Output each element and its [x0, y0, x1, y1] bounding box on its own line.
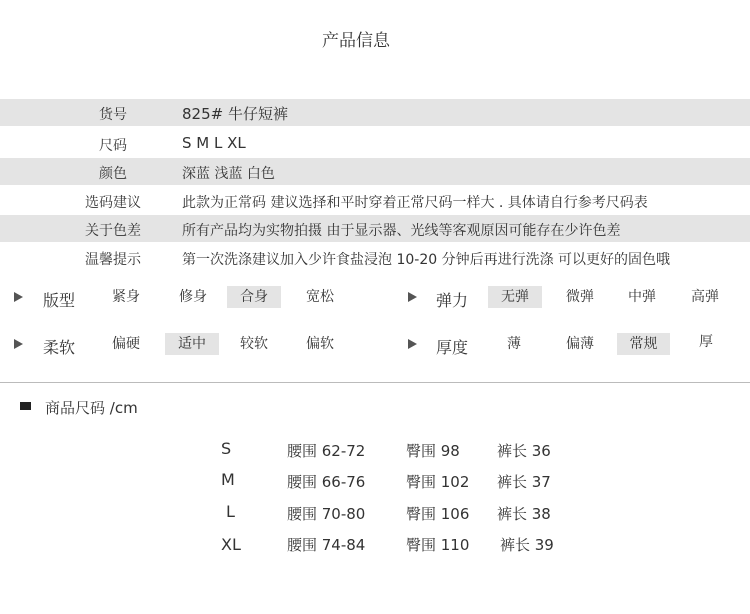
size-label: L [226, 502, 235, 521]
elasticity-option: 高弹 [691, 289, 719, 305]
elasticity-option-selected: 无弹 [488, 286, 542, 308]
triangle-bullet-icon [408, 292, 417, 302]
fit-option: 紧身 [112, 289, 140, 305]
thickness-option: 厚 [699, 334, 713, 350]
info-value: 所有产品均为实物拍摄 由于显示器、光线等客观原因可能存在少许色差 [182, 223, 621, 239]
info-label: 尺码 [99, 138, 127, 154]
hip-value: 臀围 110 [406, 536, 470, 554]
softness-option: 偏硬 [112, 336, 140, 352]
info-label: 颜色 [99, 166, 127, 182]
info-value: 此款为正常码 建议选择和平时穿着正常尺码一样大 . 具体请自行参考尺码表 [182, 195, 648, 211]
thickness-option-selected: 常规 [617, 333, 670, 355]
hip-value: 臀围 98 [406, 442, 460, 460]
hip-value: 臀围 106 [406, 505, 470, 523]
info-label: 关于色差 [85, 223, 141, 239]
fit-option-selected: 合身 [227, 286, 281, 308]
waist-value: 腰围 74-84 [287, 536, 366, 554]
fit-option: 修身 [179, 289, 207, 305]
attr-label-fit: 版型 [43, 291, 76, 310]
page-title: 产品信息 [322, 31, 390, 51]
info-label: 货号 [99, 107, 127, 123]
info-value: 825# 牛仔短裤 [182, 105, 288, 123]
size-label: S [221, 439, 232, 458]
info-row-color-diff [0, 215, 750, 242]
info-row-size [0, 130, 750, 157]
length-value: 裤长 37 [497, 473, 551, 491]
elasticity-option: 微弹 [566, 289, 594, 305]
info-value: S M L XL [182, 134, 246, 152]
softness-option: 偏软 [306, 336, 334, 352]
thickness-option: 薄 [507, 336, 521, 352]
section-divider [0, 382, 750, 383]
info-label: 选码建议 [85, 195, 141, 211]
square-bullet-icon [20, 402, 31, 410]
info-value: 深蓝 浅蓝 白色 [182, 166, 275, 182]
triangle-bullet-icon [408, 339, 417, 349]
size-label: M [221, 470, 235, 489]
waist-value: 腰围 70-80 [287, 505, 366, 523]
attr-label-thickness: 厚度 [436, 338, 469, 357]
triangle-bullet-icon [14, 292, 23, 302]
info-row-item-no [0, 99, 750, 126]
size-label: XL [221, 535, 241, 554]
length-value: 裤长 39 [500, 536, 554, 554]
hip-value: 臀围 102 [406, 473, 470, 491]
info-label: 温馨提示 [85, 252, 141, 268]
waist-value: 腰围 66-76 [287, 473, 366, 491]
size-table-header: 商品尺码 /cm [45, 399, 138, 417]
fit-option: 宽松 [306, 289, 334, 305]
info-row-tip [0, 244, 750, 271]
softness-option: 较软 [240, 336, 268, 352]
waist-value: 腰围 62-72 [287, 442, 366, 460]
length-value: 裤长 36 [497, 442, 551, 460]
attr-label-softness: 柔软 [43, 338, 76, 357]
info-row-size-advice [0, 187, 750, 214]
triangle-bullet-icon [14, 339, 23, 349]
info-row-color [0, 158, 750, 185]
attr-label-elasticity: 弹力 [436, 291, 469, 310]
softness-option-selected: 适中 [165, 333, 219, 355]
length-value: 裤长 38 [497, 505, 551, 523]
thickness-option: 偏薄 [566, 336, 594, 352]
info-value: 第一次洗涤建议加入少许食盐浸泡 10-20 分钟后再进行洗涤 可以更好的固色哦 [182, 252, 671, 268]
elasticity-option: 中弹 [628, 289, 656, 305]
